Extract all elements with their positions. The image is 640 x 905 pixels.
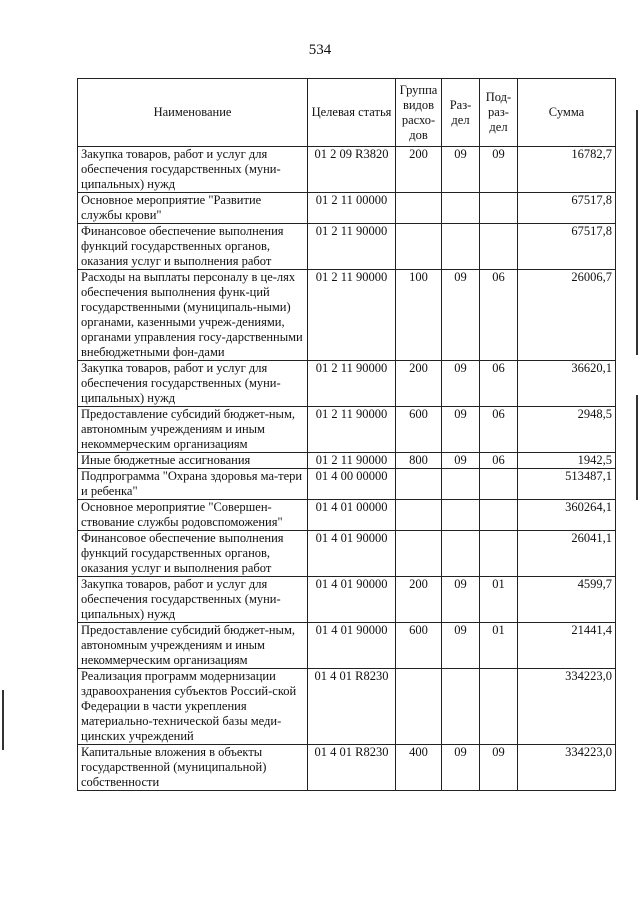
- row-name: Закупка товаров, работ и услуг для обеспечения государственных (муни-ципальных) нужд: [78, 577, 308, 623]
- row-subsection: 09: [480, 745, 518, 791]
- header-subsection: Под-раз-дел: [480, 79, 518, 147]
- scan-edge-mark: [636, 395, 638, 500]
- row-section: 09: [442, 623, 480, 669]
- row-section: 09: [442, 361, 480, 407]
- row-target-article: 01 4 01 R8230: [308, 669, 396, 745]
- row-subsection: [480, 469, 518, 500]
- row-sum: 2948,5: [518, 407, 616, 453]
- table-header-row: [78, 79, 616, 147]
- row-subsection: 09: [480, 147, 518, 193]
- row-name: Финансовое обеспечение выполнения функций государственных органов, оказания услуг и выполнения работ: [78, 531, 308, 577]
- table-row: [78, 270, 616, 361]
- row-section: 09: [442, 147, 480, 193]
- row-target-article: 01 4 00 00000: [308, 469, 396, 500]
- row-sum: 26041,1: [518, 531, 616, 577]
- row-section: 09: [442, 453, 480, 469]
- header-expense-group: Группа видов расхо-дов: [396, 79, 442, 147]
- header-sum: Сумма: [518, 79, 616, 147]
- row-expense-group: [396, 193, 442, 224]
- row-subsection: [480, 669, 518, 745]
- header-section: Раз-дел: [442, 79, 480, 147]
- table-row: [78, 407, 616, 453]
- row-name: Реализация программ модернизации здравоохранения субъектов Россий-ской Федерации в части укрепления материально-технической базы меди-цинских учреждений: [78, 669, 308, 745]
- row-subsection: [480, 500, 518, 531]
- row-name: Финансовое обеспечение выполнения функций государственных органов, оказания услуг и выполнения работ: [78, 224, 308, 270]
- row-target-article: 01 4 01 90000: [308, 623, 396, 669]
- row-subsection: 01: [480, 623, 518, 669]
- row-target-article: 01 4 01 90000: [308, 577, 396, 623]
- row-expense-group: 200: [396, 577, 442, 623]
- row-target-article: 01 2 11 90000: [308, 453, 396, 469]
- row-target-article: 01 2 09 R3820: [308, 147, 396, 193]
- row-sum: 360264,1: [518, 500, 616, 531]
- row-subsection: 06: [480, 407, 518, 453]
- row-subsection: [480, 224, 518, 270]
- scan-edge-mark: [2, 690, 4, 750]
- row-sum: 1942,5: [518, 453, 616, 469]
- row-expense-group: [396, 500, 442, 531]
- header-target-article: Целевая статья: [308, 79, 396, 147]
- row-subsection: [480, 531, 518, 577]
- row-target-article: 01 2 11 90000: [308, 270, 396, 361]
- table-row: [78, 469, 616, 500]
- row-sum: 16782,7: [518, 147, 616, 193]
- row-sum: 334223,0: [518, 745, 616, 791]
- row-expense-group: 600: [396, 623, 442, 669]
- table-row: [78, 577, 616, 623]
- header-name: Наименование: [78, 79, 308, 147]
- row-expense-group: 200: [396, 361, 442, 407]
- row-sum: 67517,8: [518, 224, 616, 270]
- table-row: [78, 147, 616, 193]
- scan-edge-mark: [636, 110, 638, 355]
- row-section: 09: [442, 407, 480, 453]
- row-expense-group: [396, 531, 442, 577]
- row-expense-group: 200: [396, 147, 442, 193]
- row-expense-group: 400: [396, 745, 442, 791]
- table-row: [78, 193, 616, 224]
- row-name: Иные бюджетные ассигнования: [78, 453, 308, 469]
- row-section: [442, 500, 480, 531]
- table-row: [78, 453, 616, 469]
- row-subsection: 06: [480, 270, 518, 361]
- row-name: Предоставление субсидий бюджет-ным, автономным учреждениям и иным некоммерческим организациям: [78, 407, 308, 453]
- row-sum: 67517,8: [518, 193, 616, 224]
- row-sum: 36620,1: [518, 361, 616, 407]
- row-name: Подпрограмма "Охрана здоровья ма-тери и ребенка": [78, 469, 308, 500]
- row-sum: 513487,1: [518, 469, 616, 500]
- table-row: [78, 500, 616, 531]
- table-row: [78, 745, 616, 791]
- row-section: 09: [442, 745, 480, 791]
- row-name: Капитальные вложения в объекты государственной (муниципальной) собственности: [78, 745, 308, 791]
- row-sum: 26006,7: [518, 270, 616, 361]
- row-subsection: 06: [480, 361, 518, 407]
- row-name: Основное мероприятие "Развитие службы крови": [78, 193, 308, 224]
- row-subsection: 06: [480, 453, 518, 469]
- table-row: [78, 361, 616, 407]
- row-name: Расходы на выплаты персоналу в це-лях обеспечения выполнения функ-ций государственными (муниципаль-ными) органами, казенными учреж-дениями, органами управления госу-дарственными внебюджетными фон-дами: [78, 270, 308, 361]
- row-section: [442, 531, 480, 577]
- row-target-article: 01 2 11 90000: [308, 407, 396, 453]
- row-subsection: 01: [480, 577, 518, 623]
- row-expense-group: 100: [396, 270, 442, 361]
- row-section: 09: [442, 577, 480, 623]
- table-row: [78, 224, 616, 270]
- row-target-article: 01 2 11 90000: [308, 361, 396, 407]
- row-target-article: 01 4 01 90000: [308, 531, 396, 577]
- row-section: [442, 469, 480, 500]
- table-row: [78, 531, 616, 577]
- row-subsection: [480, 193, 518, 224]
- row-section: [442, 193, 480, 224]
- row-name: Основное мероприятие "Совершен-ствование службы родовспоможения": [78, 500, 308, 531]
- row-expense-group: 800: [396, 453, 442, 469]
- budget-table: [77, 78, 616, 791]
- row-name: Закупка товаров, работ и услуг для обеспечения государственных (муни-ципальных) нужд: [78, 147, 308, 193]
- page-number: 534: [308, 42, 332, 58]
- row-name: Предоставление субсидий бюджет-ным, автономным учреждениям и иным некоммерческим организациям: [78, 623, 308, 669]
- row-expense-group: [396, 469, 442, 500]
- row-section: [442, 224, 480, 270]
- row-name: Закупка товаров, работ и услуг для обеспечения государственных (муни-ципальных) нужд: [78, 361, 308, 407]
- row-sum: 21441,4: [518, 623, 616, 669]
- row-target-article: 01 4 01 00000: [308, 500, 396, 531]
- row-expense-group: 600: [396, 407, 442, 453]
- table-row: [78, 669, 616, 745]
- table-row: [78, 623, 616, 669]
- row-expense-group: [396, 224, 442, 270]
- row-target-article: 01 2 11 90000: [308, 224, 396, 270]
- row-section: [442, 669, 480, 745]
- row-target-article: 01 4 01 R8230: [308, 745, 396, 791]
- row-expense-group: [396, 669, 442, 745]
- row-target-article: 01 2 11 00000: [308, 193, 396, 224]
- row-sum: 4599,7: [518, 577, 616, 623]
- row-section: 09: [442, 270, 480, 361]
- row-sum: 334223,0: [518, 669, 616, 745]
